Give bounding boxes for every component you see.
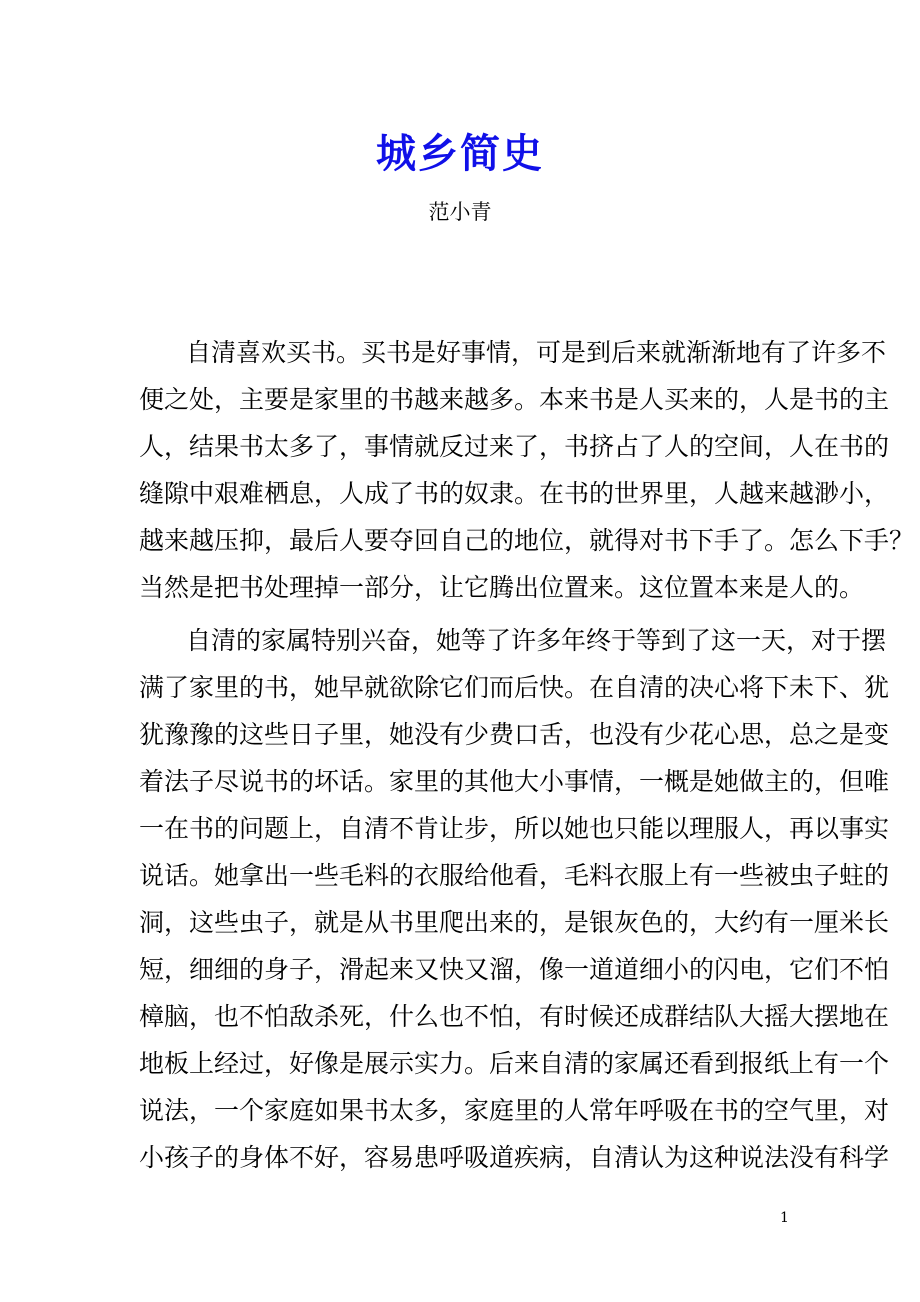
paragraph-line: 越来越压抑，最后人要夺回自己的地位，就得对书下手了。怎么下手？: [139, 526, 915, 555]
paragraph-line: 自清喜欢买书。买书是好事情，可是到后来就渐渐地有了许多不: [186, 338, 887, 367]
paragraph-line: 自清的家属特别兴奋，她等了许多年终于等到了这一天，对于摆: [186, 626, 887, 655]
page-number: 1: [780, 1210, 789, 1226]
document-author: 范小青: [428, 200, 492, 224]
paragraph-line: 便之处，主要是家里的书越来越多。本来书是人买来的，人是书的主: [139, 385, 890, 414]
paragraph-line: 着法子尽说书的坏话。家里的其他大小事情，一概是她做主的，但唯: [139, 767, 890, 796]
paragraph-line: 洞，这些虫子，就是从书里爬出来的，是银灰色的，大约有一厘米长: [139, 908, 890, 937]
paragraph-line: 当然是把书处理掉一部分，让它腾出位置来。这位置本来是人的。: [139, 573, 865, 602]
paragraph-line: 小孩子的身体不好，容易患呼吸道疾病，自清认为这种说法没有科学: [139, 1143, 890, 1172]
paragraph-line: 人，结果书太多了，事情就反过来了，书挤占了人的空间，人在书的: [139, 432, 890, 461]
document-title: 城乡简史: [376, 130, 544, 177]
paragraph-line: 说法，一个家庭如果书太多，家庭里的人常年呼吸在书的空气里，对: [139, 1096, 890, 1125]
paragraph-line: 短，细细的身子，滑起来又快又溜，像一道道细小的闪电，它们不怕: [139, 955, 890, 984]
paragraph-line: 地板上经过，好像是展示实力。后来自清的家属还看到报纸上有一个: [139, 1049, 890, 1078]
paragraph-line: 满了家里的书，她早就欲除它们而后快。在自清的决心将下未下、犹: [139, 673, 890, 702]
paragraph-line: 缝隙中艰难栖息，人成了书的奴隶。在书的世界里，人越来越渺小，: [139, 479, 890, 508]
paragraph-line: 一在书的问题上，自清不肯让步，所以她也只能以理服人，再以事实: [139, 814, 890, 843]
paragraph-line: 樟脑，也不怕敌杀死，什么也不怕，有时候还成群结队大摇大摆地在: [139, 1002, 890, 1031]
paragraph-line: 犹豫豫的这些日子里，她没有少费口舌，也没有少花心思，总之是变: [139, 720, 890, 749]
paragraph-line: 说话。她拿出一些毛料的衣服给他看，毛料衣服上有一些被虫子蛀的: [139, 861, 890, 890]
